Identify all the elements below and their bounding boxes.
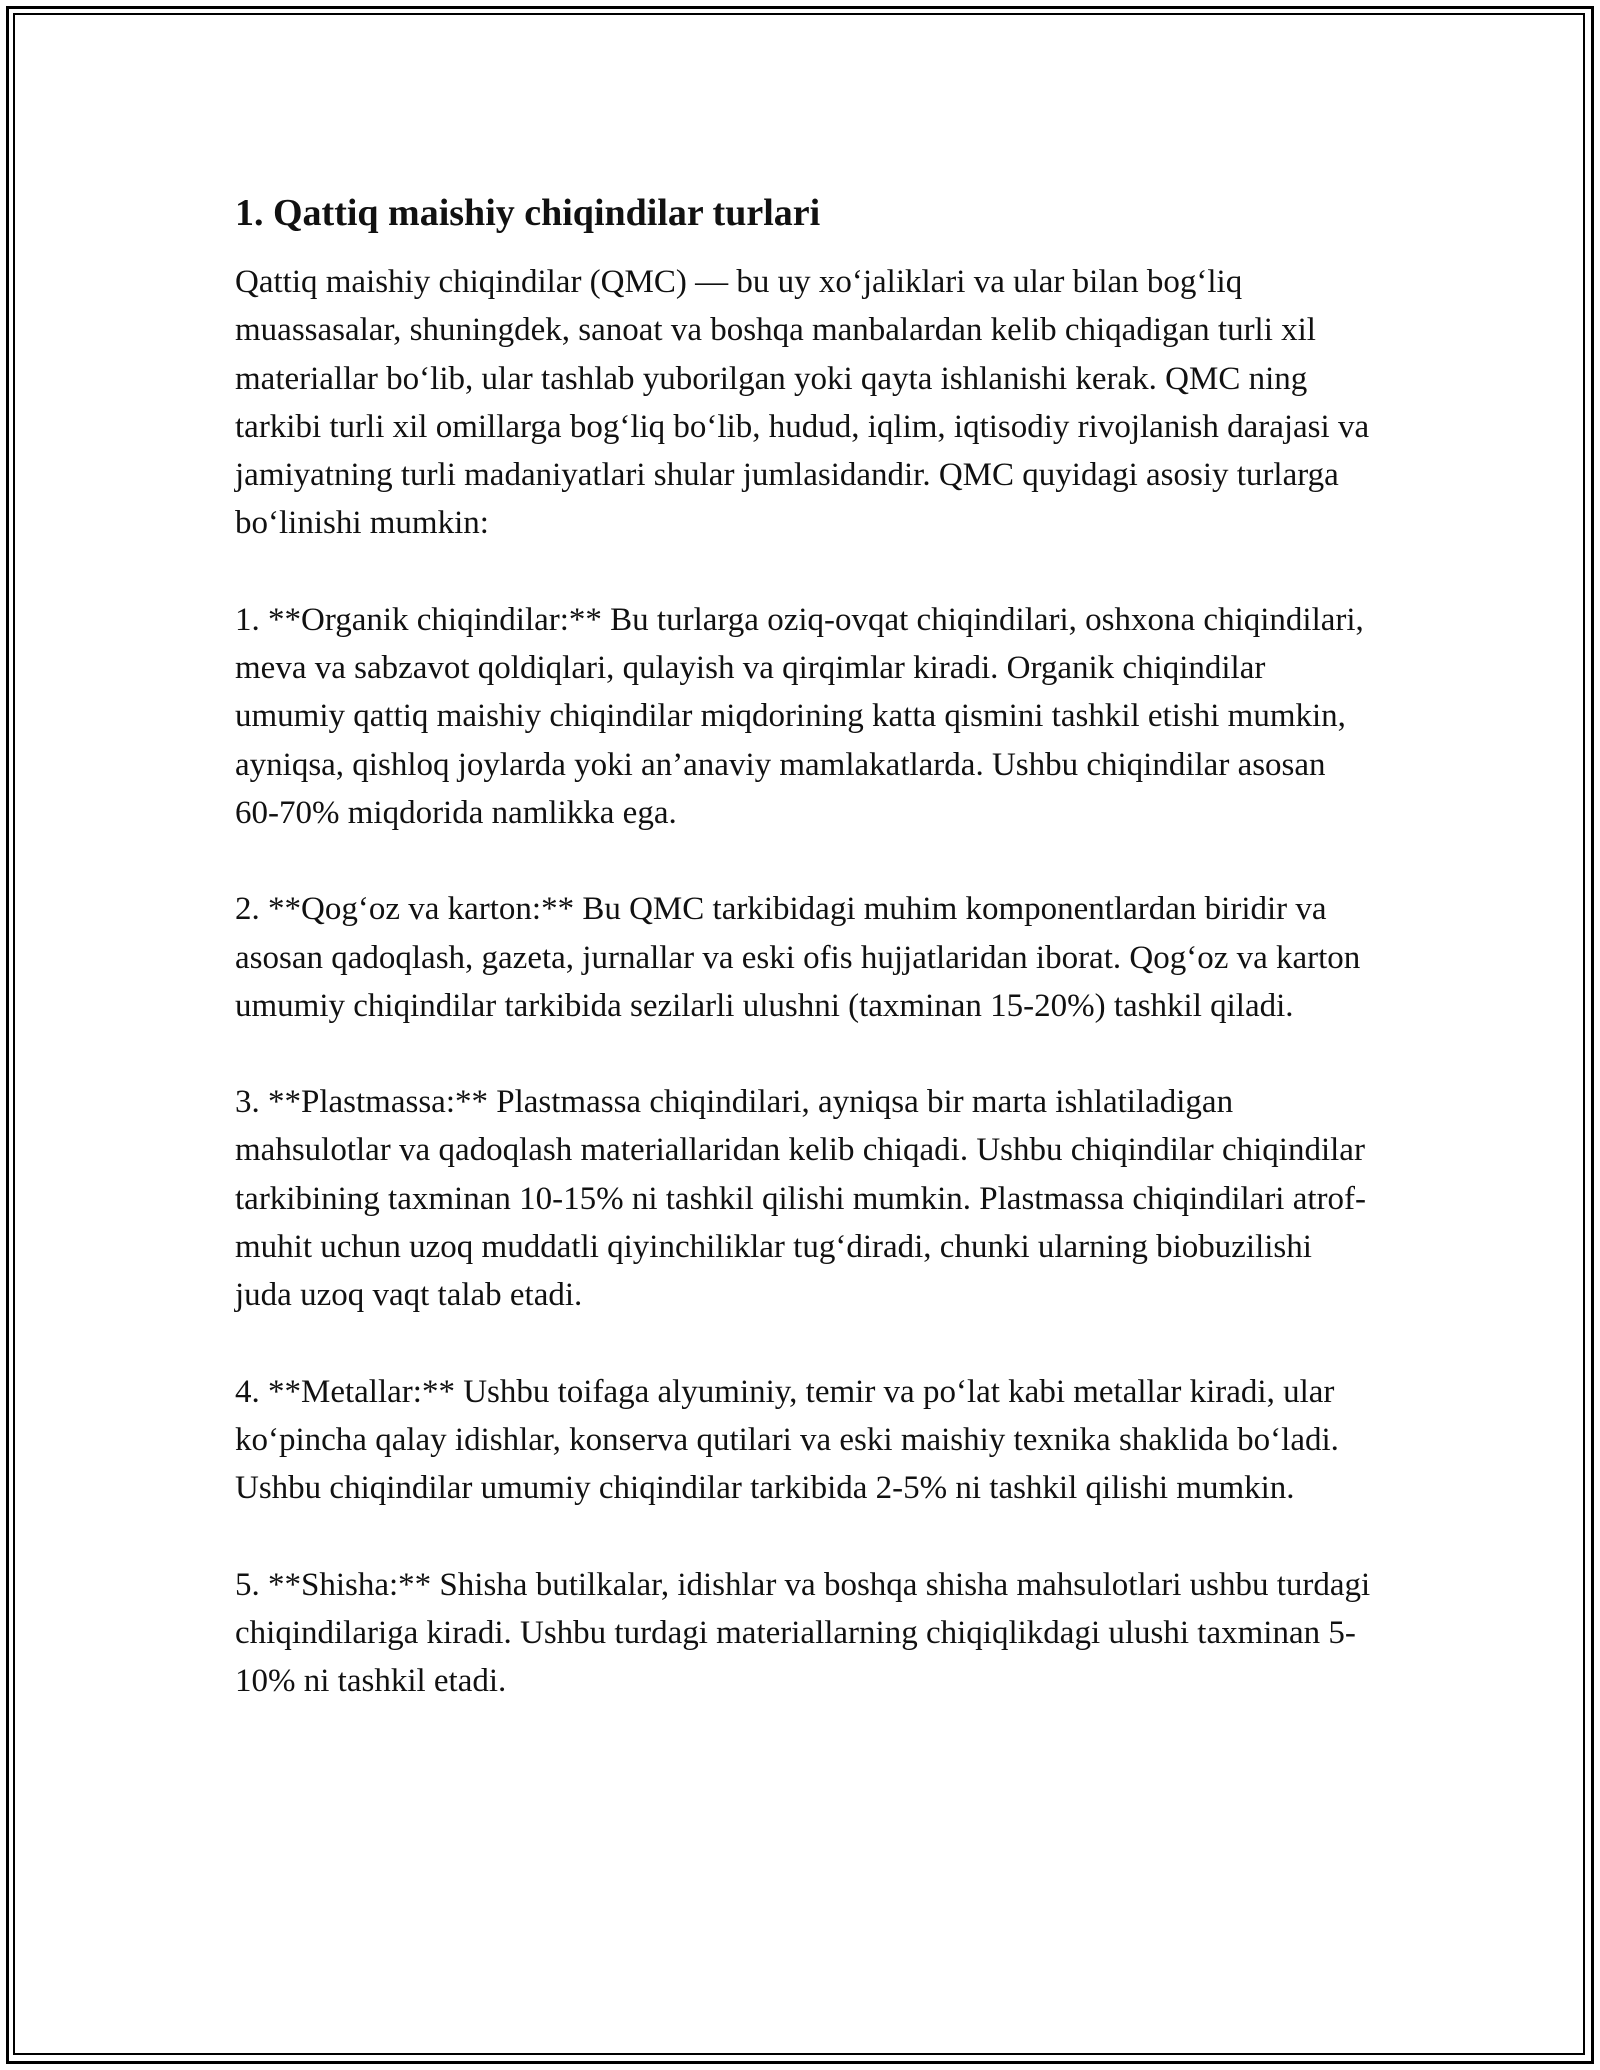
intro-paragraph: Qattiq maishiy chiqindilar (QMC) — bu uy xo‘jaliklari va ular bilan bog‘liq muassasalar, shuningdek, sanoat va boshqa manbalardan kelib chiqadigan turli xil materiallar bo‘lib, ular tashlab yuborilgan yoki qayta ishlanishi kerak. QMC ning tarkibi turli xil omillarga bog‘liq bo‘lib, hudud, iqlim, iqtisodiy rivojlanish darajasi va jamiyatning turli madaniyatlari shular jumlasidandir. QMC quyidagi asosiy turlarga bo‘linishi mumkin: <box>235 264 1370 542</box>
paragraph-glass: 5. **Shisha:** Shisha butilkalar, idishlar va boshqa shisha mahsulotlari ushbu turdagi chiqindilariga kiradi. Ushbu turdagi materiallarning chiqiqlikdagi ulushi taxminan 5-10% ni tashkil etadi. <box>235 1566 1371 1700</box>
section-heading: 1. Qattiq maishiy chiqindilar turlari <box>235 192 821 234</box>
document-body <box>235 188 1375 1705</box>
paragraph-paper-cardboard: 2. **Qog‘oz va karton:** Bu QMC tarkibidagi muhim komponentlardan biridir va asosan qadoqlash, gazeta, jurnallar va eski ofis hujjatlaridan iborat. Qog‘oz va karton umumiy chiqindilar tarkibida sezilarli ulushni (taxminan 15-20%) tashkil qiladi. <box>235 891 1361 1024</box>
paragraph-metals: 4. **Metallar:** Ushbu toifaga alyuminiy, temir va po‘lat kabi metallar kiradi, ular ko‘pincha qalay idishlar, konserva qutilari va eski maishiy texnika shaklida bo‘ladi. Ushbu chiqindilar umumiy chiqindilar tarkibida 2-5% ni tashkil qilishi mumkin. <box>235 1373 1339 1507</box>
paragraph-plastic: 3. **Plastmassa:** Plastmassa chiqindilari, ayniqsa bir marta ishlatiladigan mahsulotlar va qadoqlash materiallaridan kelib chiqadi. Ushbu chiqindilar chiqindilar tarkibining taxminan 10-15% ni tashkil qilishi mumkin. Plastmassa chiqindilari atrof-muhit uchun uzoq muddatli qiyinchiliklar tug‘diradi, chunki ularning biobuzilishi juda uzoq vaqt talab etadi. <box>235 1084 1367 1314</box>
paragraph-organic-waste: 1. **Organik chiqindilar:** Bu turlarga oziq-ovqat chiqindilari, oshxona chiqindilari, meva va sabzavot qoldiqlari, qulayish va qirqimlar kiradi. Organik chiqindilar umumiy qattiq maishiy chiqindilar miqdorining katta qismini tashkil etishi mumkin, ayniqsa, qishloq joylarda yoki an’anaviy mamlakatlarda. Ushbu chiqindilar asosan 60-70% miqdorida namlikka ega. <box>235 601 1364 831</box>
